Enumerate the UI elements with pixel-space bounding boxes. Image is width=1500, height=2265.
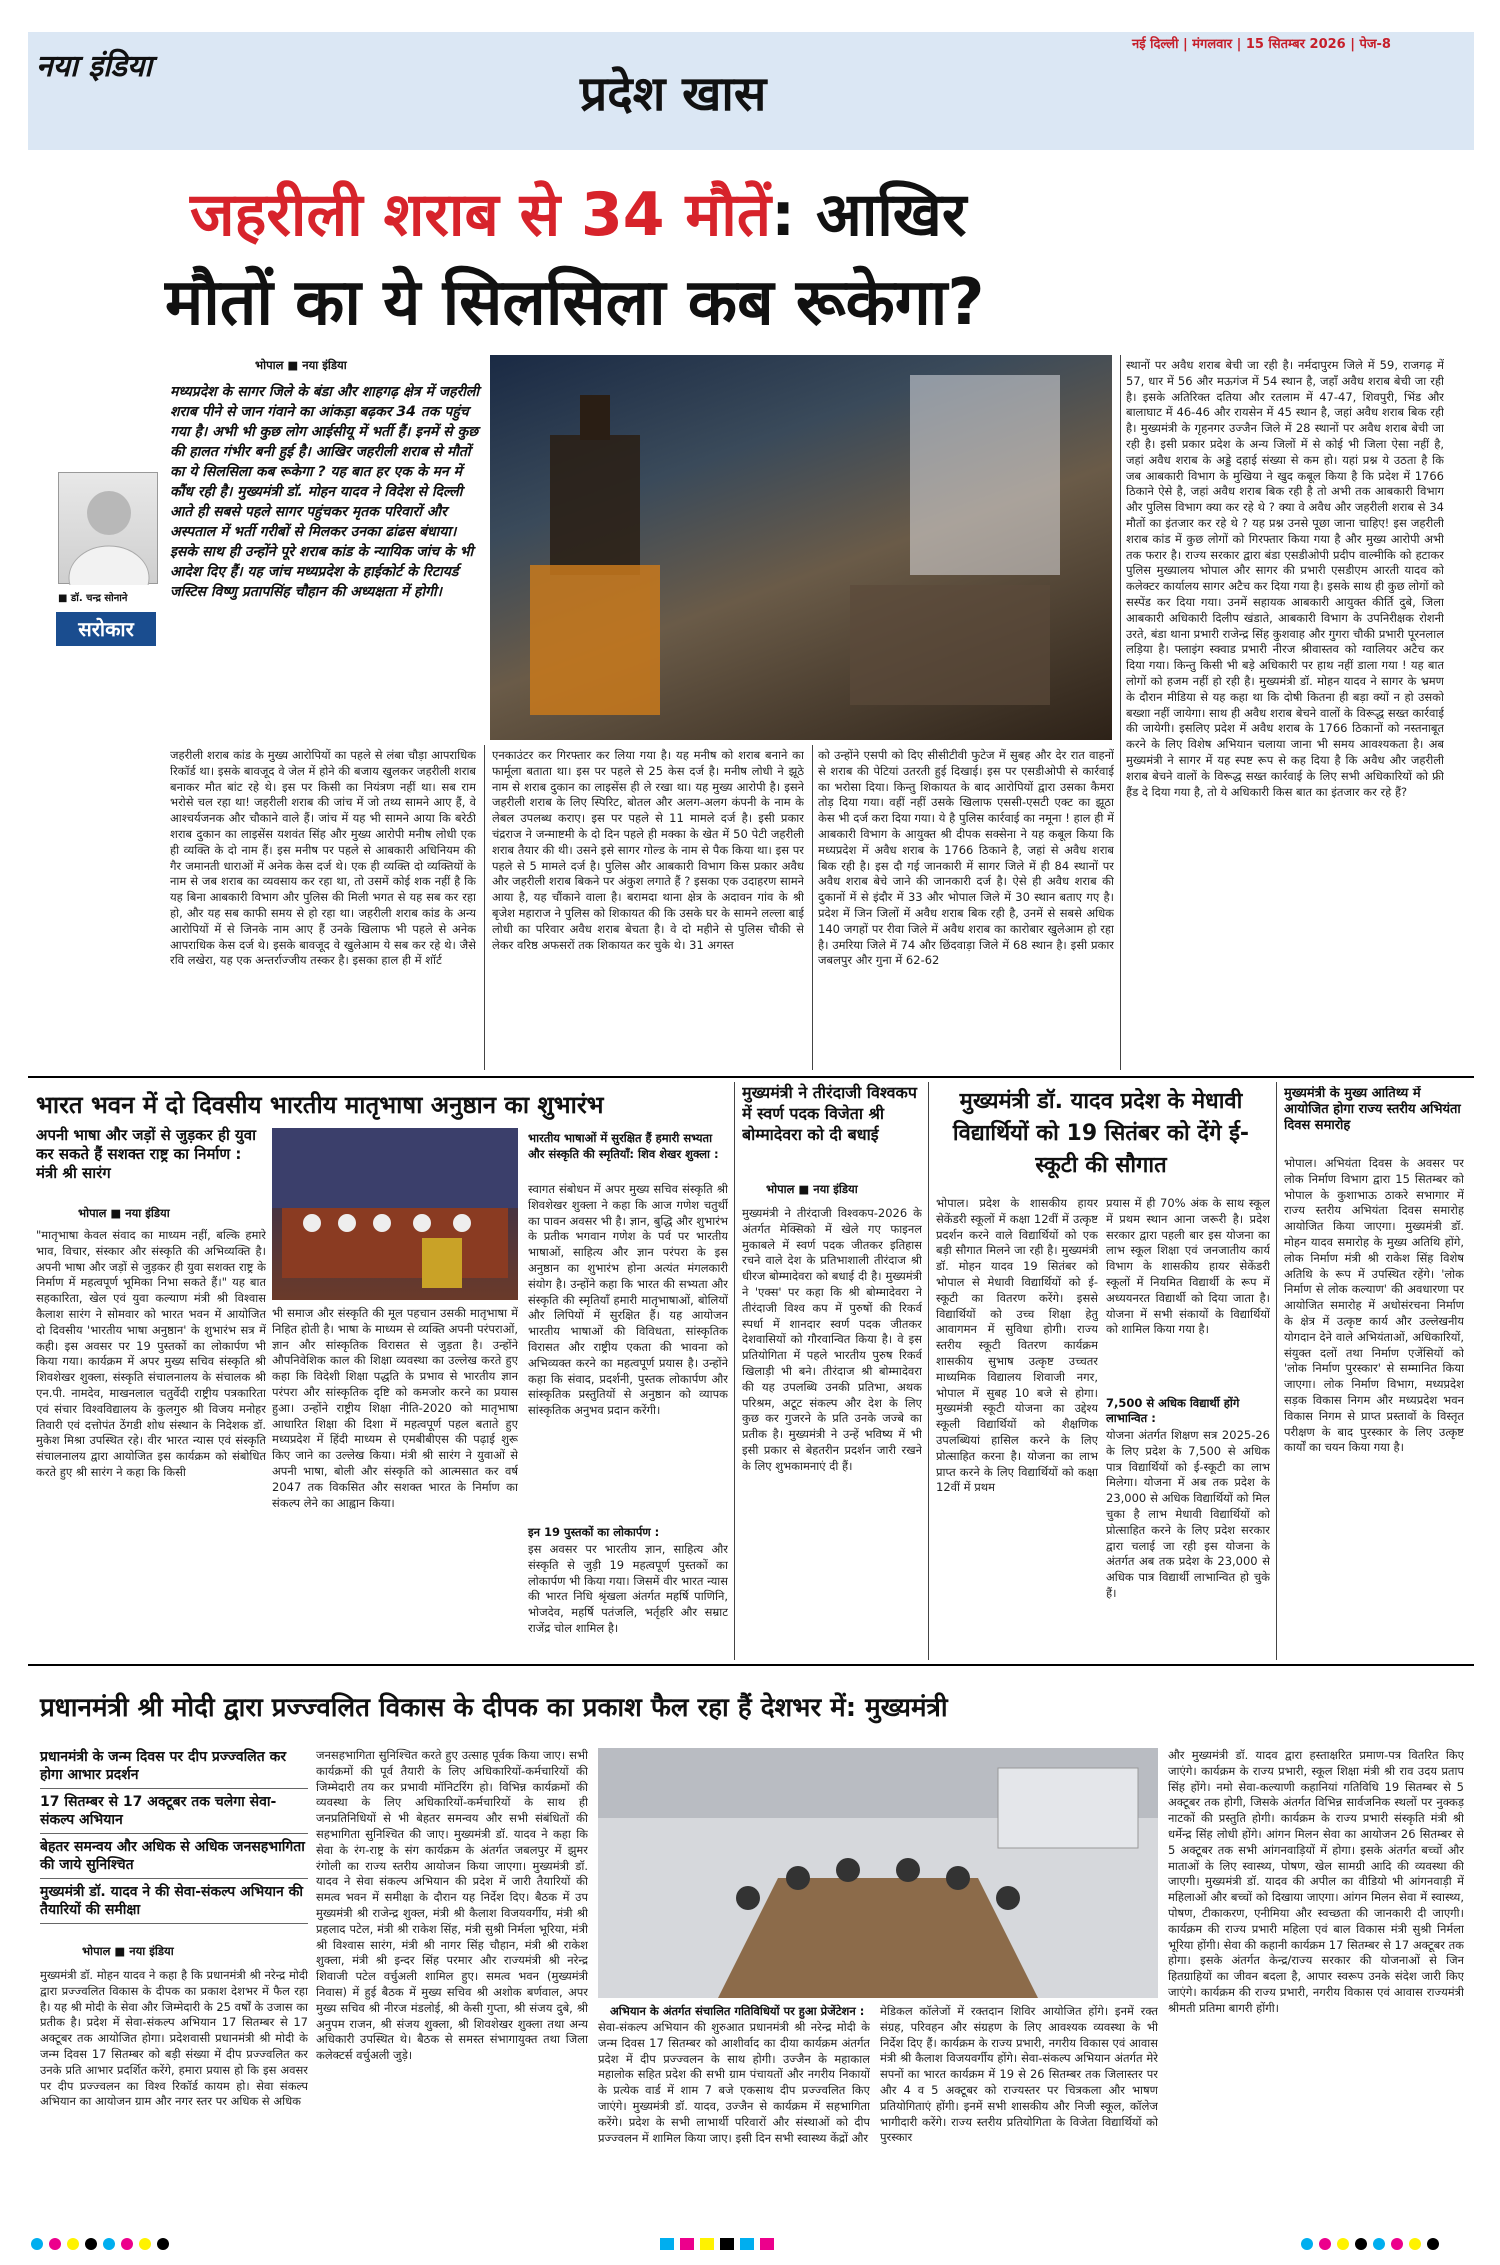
story2-col3-head2: इन 19 पुस्तकों का लोकार्पण :: [528, 1525, 660, 1539]
author-avatar-icon: [59, 473, 159, 585]
lead-body-col2: एनकाउंटर कर गिरफ्तार कर लिया गया है। यह मनीष को शराब बनाने का फार्मूला बताता था। इस पर पहले से 25 केस दर्ज है। मनीष लोधी ने झूठे नाम से शराब दुकान का लाइसेंस ही ले रखा था। यह मुख्य आरोपी है। इसने जहरीली शराब के लिए स्पिरिट, बोतल और अलग-अलग कंपनी के नाम के लेबल उपलब्ध कराए। इस पर पहले से 11 मामले दर्ज है। इसी प्रकार चंद्रराज ने जन्माष्टमी के दो दिन पहले ही मक्का के खेत में 50 पेटी जहरीली शराब तैयार की थी। उसने इसे सागर गोल्ड के नाम से पैक किया था। इस पर पहले से 5 मामले दर्ज है। पुलिस और आबकारी विभाग किस प्रकार अवैध और जहरीली शराब बिकने पर अंकुश लगाते हैं ? इसका एक उदाहरण सामने आया है, यह चौंकाने वाला है। बरामदा थाना क्षेत्र के अदावन गांव के श्री बृजेश महाराज ने पुलिस को शिकायत की कि उसके घर के सामने लल्ला बाई लोधी का परिवार अवैध शराब बेचता है। वे दो महीने से पुलिस चौकी से लेकर वरिष्ठ अफसरों तक शिकायत कर चुके थे। 31 अगस्त: [492, 748, 804, 952]
lead-divider-2: [812, 745, 813, 1070]
dateline: नई दिल्ली | मंगलवार | 15 सितम्बर 2026 | पेज-8: [1132, 37, 1391, 52]
story6-photo-caption: अभियान के अंतर्गत संचालित गतिविधियों पर हुआ प्रेजेंटेशन :: [610, 2004, 865, 2018]
author-photo: [58, 472, 158, 584]
lead-divider-1: [484, 745, 485, 1070]
story2-photo: [272, 1128, 518, 1300]
lead-body-col3: को उन्होंने एसपी को दिए सीसीटीवी फुटेज में सुबह और देर रात वाहनों से शराब की पेटियां उतरती हुई दिखाई। इस पर एसडीओपी से कार्रवाई का भरोसा दिया। किन्तु शिकायत के बाद आरोपियों द्वारा उसका कैमरा तोड़ दिया गया। वहीं नहीं उसके खिलाफ एससी-एसटी एक्ट का झूठा केस भी दर्ज करा दिया गया। ये है पुलिस कार्रवाई का नमूना ! हाल ही में आबकारी विभाग के आयुक्त श्री दीपक सक्सेना ने यह कबूल किया कि मध्यप्रदेश में अवैध शराब के 1766 ठिकाने है, जहां से अवैध शराब बिक रही है। इस दौ गई जानकारी में सागर जिले में ही 84 स्थानों पर अवैध शराब बेचे जाने की जानकारी दर्ज है। ऐसे ही अवैध शराब की दुकानों में से इंदौर में 33 और भोपाल जिले में 30 स्थान बताए गए है। प्रदेश में जिन जिलों में अवैध शराब बिक रही है, उनमें से सबसे अधिक 140 जगहों पर रीवा जिले में अवैध शराब का कारोबार खुलेआम हो रहा है। उमरिया जिले में 74 और छिंदवाड़ा जिले में 68 स्थान है। इसी प्रकार जबलपुर और गुना में 62-62: [818, 748, 1114, 968]
story2-col3b: इस अवसर पर भारतीय ज्ञान, साहित्य और संस्कृति से जुड़ी 19 महत्वपूर्ण पुस्तकों का लोकार्पण भी किया गया। जिसमें वीर भारत न्यास की भारत निधि श्रृंखला अंतर्गत महर्षि पाणिनि, भोजदेव, महर्षि पतंजलि, भर्तृहरि और सम्राट राजेंद्र चोल शामिल है।: [528, 1542, 728, 1635]
story5-headline: मुख्यमंत्री के मुख्य आतिथ्य में आयोजित होगा राज्य स्तरीय अभियंता दिवस समारोह: [1284, 1086, 1461, 1133]
story6-col2: जनसहभागिता सुनिश्चित करते हुए उत्साह पूर्वक किया जाए। सभी कार्यक्रमों की पूर्व तैयारी के लिए अधिकारियों-कर्मचारियों की जिम्मेदारी तय कर प्रभावी मॉनिटरिंग हो। विभिन्न कार्यक्रमों की व्यवस्था के लिए अधिकारियों-कर्मचारियों के साथ ही जनप्रतिनिधियों से भी बेहतर समन्वय और सभी संबंधितों की सहभागिता सुनिश्चित की जाए। मुख्यमंत्री डॉ. यादव ने कहा कि सेवा के रंग-राष्ट्र के संग कार्यक्रम के अंतर्गत जबलपुर में झुमर रंगोली का राज्य स्तरीय आयोजन किया जाएगा। मुख्यमंत्री डॉ. यादव ने सेवा संकल्प अभियान की प्रदेश में जारी तैयारियों की समत्व भवन में समीक्षा के दौरान यह निर्देश दिए। बैठक में उप मुख्यमंत्री श्री राजेन्द्र शुक्ल, मंत्री श्री कैलाश विजयवर्गीय, मंत्री श्री प्रहलाद पटेल, मंत्री श्री राकेश सिंह, मंत्री सुश्री निर्मला भूरिया, मंत्री श्री विश्वास सारंग, मंत्री श्री नागर सिंह चौहान, मंत्री श्री राकेश शुक्ला, मंत्री श्री इन्दर सिंह परमार और राज्यमंत्री श्री नरेन्द्र शिवाजी पटेल वर्चुअली शामिल हुए। समत्व भवन (मुख्यमंत्री निवास) में हुई बैठक में मुख्य सचिव श्री अशोक बर्णवाल, अपर मुख्य सचिव श्री नीरज मंडलोई, श्री केसी गुप्ता, श्री संजय दुबे, श्री अनुपम राजन, श्री संजय शुक्ला, श्री शिवशेखर शुक्ला तथा अन्य अधिकारी उपस्थित थे। बैठक से समस्त संभागायुक्त तथा जिला कलेक्टर्स वर्चुअली जुड़े।: [316, 1748, 588, 2063]
column-tag: सरोकार: [56, 612, 156, 646]
story6-col4: मेडिकल कॉलेजों में रक्तदान शिविर आयोजित होंगे। इनमें रक्त संग्रह, परिवहन और संग्रहण के लिए आवश्यक व्यवस्था के भी निर्देश दिए हैं। कार्यक्रम के राज्य प्रभारी, नगरीय विकास एवं आवास मंत्री श्री कैलाश विजयवर्गीय होंगे। सेवा-संकल्प अभियान अंतर्गत मेरे सपनों का भारत कार्यक्रम में 19 से 26 सितम्बर तक जिलास्तर पर और 4 व 5 अक्टूबर को राज्यस्तर पर चित्रकला और भाषण प्रतियोगिताएं होंगी। इनमें सभी शासकीय और निजी स्कूल, कॉलेज भागीदारी करेंगे। राज्य स्तरीय प्रतियोगिता के विजेता विद्यार्थियों को पुरस्कार: [880, 2004, 1158, 2145]
story4-col2b: योजना अंतर्गत शिक्षण सत्र 2025-26 के लिए प्रदेश के 7,500 से अधिक पात्र विद्यार्थियों को ई-स्कूटी का लाभ मिलेगा। योजना में अब तक प्रदेश के 23,000 से अधिक विद्यार्थियों को मिल चुका है लाभ मेधावी विद्यार्थियों को प्रोत्साहित करने के लिए प्रदेश सरकार द्वारा चलाई जा रही इस योजना के अंतर्गत अब तक प्रदेश के 23,000 से अधिक पात्र विद्यार्थी लाभान्वित हो चुके हैं।: [1106, 1428, 1270, 1600]
story-divider-c: [1276, 1082, 1277, 1660]
story4-col2-head: 7,500 से अधिक विद्यार्थी होंगे लाभान्वित :: [1106, 1396, 1240, 1425]
brand-name: नया इंडिया: [36, 49, 152, 84]
liquor-bottle-icon: [490, 355, 1112, 740]
registration-marks-center: [660, 2236, 860, 2250]
story3-byline: भोपाल ■ नया इंडिया: [766, 1182, 858, 1196]
lead-divider-3: [1120, 355, 1121, 1070]
story3-headline: मुख्यमंत्री ने तीरंदाजी विश्वकप में स्वर्ण पदक विजेता श्री बोम्मादेवरा को दी बधाई: [742, 1083, 917, 1144]
story2-col3: स्वागत संबोधन में अपर मुख्य सचिव संस्कृति श्री शिवशेखर शुक्ला ने कहा कि आज गणेश चतुर्थी का पावन अवसर भी है। ज्ञान, बुद्धि और शुभारंभ के प्रतीक भगवान गणेश के पर्व पर भारतीय भाषाओं, साहित्य और ज्ञान परंपरा के इस अनुष्ठान का शुभारंभ होना अत्यंत मंगलकारी संयोग है। उन्होंने कहा कि भारत की सभ्यता और संस्कृति की स्मृतियाँ हमारी मातृभाषाओं, बोलियों और लिपियों में सुरक्षित हैं। यह आयोजन भारतीय भाषाओं की विविधता, सांस्कृतिक विरासत और राष्ट्रीय एकता की भावना को अभिव्यक्त करने का महत्वपूर्ण प्रयास है। उन्होंने कहा कि संवाद, प्रदर्शनी, पुस्तक लोकार्पण और सांस्कृतिक प्रस्तुतियों से अनुष्ठान को व्यापक सांस्कृतिक अनुभव प्रदान करेंगी।: [528, 1182, 728, 1418]
meeting-room-icon: [598, 1748, 1158, 1998]
story6-byline: भोपाल ■ नया इंडिया: [82, 1944, 174, 1958]
story6-bullet-3: बेहतर समन्वय और अधिक से अधिक जनसहभागिता की जाये सुनिश्चित: [40, 1834, 308, 1879]
lead-headline-line2: मौतों का ये सिलसिला कब रूकेगा?: [165, 266, 985, 340]
story6-bullet-2: 17 सितम्बर से 17 अक्टूबर तक चलेगा सेवा-संकल्प अभियान: [40, 1789, 308, 1834]
stage-event-icon: [272, 1128, 518, 1300]
story6-col1: मुख्यमंत्री डॉ. मोहन यादव ने कहा है कि प्रधानमंत्री श्री नरेन्द्र मोदी द्वारा प्रज्ज्वलित विकास के दीपक का प्रकाश देशभर में फैल रहा है। यह श्री मोदी के सेवा और जिम्मेदारी के 25 वर्षों के उजास का प्रतीक है। प्रदेश में सेवा-संकल्प अभियान 17 सितम्बर से 17 अक्टूबर तक आयोजित होगा। प्रदेशवासी प्रधानमंत्री श्री मोदी के जन्म दिवस 17 सितम्बर को बड़ी संख्या में दीप प्रज्ज्वलित कर उनके प्रति आभार प्रदर्शित करेंगे, हमारा प्रयास हो कि इस अवसर पर दीप प्रज्ज्वलन का विश्व रिकॉर्ड कायम हो। सेवा संकल्प अभियान का आयोजन ग्राम और नगर स्तर पर अधिक से अधिक: [40, 1968, 308, 2109]
story4-col2: प्रयास में ही 70% अंक के साथ स्कूल में प्रथम स्थान आना जरूरी है। प्रदेश सरकार द्वारा पहली बार इस योजना का लाभ स्कूल शिक्षा एवं जनजातीय कार्य विभाग के शासकीय हायर सेकेंडरी स्कूलों में नियमित विद्यार्थी के रूप में अध्ययनरत विद्यार्थी को दिया जाता है। योजना में सभी संकायों के विद्यार्थियों को शामिल किया गया है।: [1106, 1196, 1270, 1337]
story6-bullets: [40, 1744, 308, 1924]
story-divider-b: [928, 1082, 929, 1660]
story3-body: मुख्यमंत्री ने तीरंदाजी विश्वकप-2026 के अंतर्गत मेक्सिको में खेले गए फाइनल मुकाबले में स्वर्ण पदक जीतकर इतिहास रचने वाले देश के प्रतिभाशाली तीरंदाज श्री धीरज बोम्मादेवरा को बधाई दी है। मुख्यमंत्री ने 'एक्स' पर कहा कि श्री बोम्मादेवरा ने तीरंदाजी विश्व कप में पुरुषों की रिकर्व स्पर्धा में शानदार स्वर्ण पदक जीतकर देशवासियों को गौरवान्वित किया है। वे इस प्रतियोगिता में पहले भारतीय पुरुष रिकर्व खिलाड़ी भी बने। तीरंदाज श्री बोम्मादेवरा की यह उपलब्धि उनकी प्रतिभा, अथक परिश्रम, अटूट संकल्प और देश के लिए कुछ कर गुजरने के प्रति उनके जज्बे का प्रतीक है। मुख्यमंत्री ने उन्हें भविष्य में भी इसी प्रकार से बेहतरीन प्रदर्शन जारी रखने के लिए शुभकामनाएं दी हैं।: [742, 1206, 922, 1473]
story6-photo: [598, 1748, 1158, 1998]
story6-bullet-4: मुख्यमंत्री डॉ. यादव ने की सेवा-संकल्प अभियान की तैयारियों की समीक्षा: [40, 1879, 308, 1924]
lead-byline: भोपाल ■ नया इंडिया: [255, 358, 347, 372]
story2-col3-head: भारतीय भाषाओं में सुरक्षित हैं हमारी सभ्यता और संस्कृति की स्मृतियाँ: शिव शेखर शुक्ला :: [528, 1131, 719, 1161]
lead-headline-black: : आखिर: [771, 180, 967, 250]
story4-headline: मुख्यमंत्री डॉ. यादव प्रदेश के मेधावी विद्यार्थियों को 19 सितंबर को देंगे ई-स्कूटी की सौगात: [952, 1089, 1250, 1178]
story2-byline: भोपाल ■ नया इंडिया: [78, 1206, 170, 1220]
story5-body: भोपाल। अभियंता दिवस के अवसर पर लोक निर्माण विभाग द्वारा 15 सितम्बर को भोपाल के कुशाभाऊ ठाकरे सभागार में राज्य स्तरीय अभियंता दिवस समारोह आयोजित किया जाएगा। मुख्यमंत्री डॉ. मोहन यादव समारोह के मुख्य अतिथि होंगे, लोक निर्माण मंत्री श्री राकेश सिंह विशेष अतिथि के रूप में उपस्थित रहेंगे। 'लोक निर्माण से लोक कल्याण' की अवधारणा पर आयोजित समारोह में अधोसंरचना निर्माण के क्षेत्र में उत्कृष्ट कार्य और उल्लेखनीय योगदान देने वाले अभियंताओं, अधिकारियों, संयुक्त दलों तथा निर्माण एजेंसियों को 'लोक निर्माण पुरस्कार' से सम्मानित किया जाएगा। लोक निर्माण विभाग, मध्यप्रदेश सड़क विकास निगम और मध्यप्रदेश भवन विकास निगम से प्राप्त प्रस्तावों के विस्तृत परीक्षण के बाद पुरस्कार के लिए उत्कृष्ट कार्यों का चयन किया गया है।: [1284, 1156, 1464, 1455]
story6-bullet-1: प्रधानमंत्री के जन्म दिवस पर दीप प्रज्ज्वलित कर होगा आभार प्रदर्शन: [40, 1744, 308, 1789]
story4-col1: भोपाल। प्रदेश के शासकीय हायर सेकेंडरी स्कूलों में कक्षा 12वीं में उत्कृष्ट प्रदर्शन करने वाले विद्यार्थियों को एक बड़ी सौगात मिलने जा रही है। मुख्यमंत्री डॉ. मोहन यादव 19 सितंबर को भोपाल से मेधावी विद्यार्थियों को ई-स्कूटी का वितरण करेंगे। इससे विद्यार्थियों को उच्च शिक्षा हेतु आवागमन में सुविधा होगी। राज्य स्तरीय स्कूटी वितरण कार्यक्रम शासकीय सुभाष उत्कृष्ट उच्चतर माध्यमिक विद्यालय शिवाजी नगर, भोपाल में सुबह 10 बजे से होगा। मुख्यमंत्री स्कूटी योजना का उद्देश्य स्कूली विद्यार्थियों को शैक्षणिक उपलब्धियां हासिल करने के लिए प्रोत्साहित करना है। योजना का लाभ प्राप्त करने के लिए विद्यार्थियों को कक्षा 12वीं में प्रथम: [936, 1196, 1098, 1495]
story2-subhead: अपनी भाषा और जड़ों से जुड़कर ही युवा कर सकते हैं सशक्त राष्ट्र का निर्माण : मंत्री श्री सारंग: [36, 1126, 256, 1182]
author-caption: ■ डॉ. चन्द्र सोनाने: [58, 593, 128, 604]
story2-col1: "मातृभाषा केवल संवाद का माध्यम नहीं, बल्कि हमारे भाव, विचार, संस्कार और संस्कृति की अभिव्यक्ति है। अपनी भाषा और जड़ों से जुड़कर ही युवा सशक्त राष्ट्र के निर्माण में महत्वपूर्ण भूमिका निभा सकते हैं।" यह बात सहकारिता, खेल एवं युवा कल्याण मंत्री श्री विश्वास कैलाश सारंग ने सोमवार को भारत भवन में आयोजित दो दिवसीय 'भारतीय भाषा अनुष्ठान' के शुभारंभ सत्र में कही। इस अवसर पर 19 पुस्तकों का लोकार्पण भी किया गया। कार्यक्रम में अपर मुख्य सचिव संस्कृति श्री शिवशेखर शुक्ला, संस्कृति संचालनालय के संचालक श्री एन.पी. नामदेव, माखनलाल चतुर्वेदी राष्ट्रीय पत्रकारिता एवं संचार विश्वविद्यालय के कुलगुरु श्री विजय मनोहर तिवारी एवं दत्तोपंत ठेंगडी शोध संस्थान के निदेशक डॉ. मुकेश मिश्रा उपस्थित रहे। वीर भारत न्यास एवं संस्कृति संचालनालय द्वारा आयोजित इस कार्यक्रम को संबोधित करते हुए श्री सारंग ने कहा कि किसी: [36, 1228, 266, 1479]
registration-marks-right: [1300, 2236, 1470, 2250]
lead-headline: [190, 178, 966, 252]
story6-col5: और मुख्यमंत्री डॉ. यादव द्वारा हस्ताक्षरित प्रमाण-पत्र वितरित किए जाएंगे। कार्यक्रम के राज्य प्रभारी, स्कूल शिक्षा मंत्री श्री राव उदय प्रताप सिंह होंगे। नमो सेवा-कल्याणी कहानियां गतिविधि 19 सितम्बर से 5 अक्टूबर तक होगी, जिसके अंतर्गत विभिन्न सार्वजनिक स्थलों पर नुक्कड़ नाटकों की प्रस्तुति होगी। कार्यक्रम के राज्य प्रभारी संस्कृति मंत्री श्री धर्मेन्द्र सिंह लोधी होंगे। आंगन मिलन सेवा का आयोजन 26 सितम्बर से 5 अक्टूबर तक सभी आंगनवाड़ियों में होगा। इसके अंतर्गत बच्चों और माताओं के लिए स्वास्थ्य, पोषण, खेल सामग्री आदि की व्यवस्था की जाएगी। मुख्यमंत्री डॉ. यादव की अपील का वीडियो भी आंगनवाड़ी में महिलाओं और बच्चों को दिखाया जाएगा। आंगन मिलन सेवा में स्वास्थ्य, पोषण, टीकाकरण, एनीमिया और स्वच्छता की जानकारी दी जाएगी। कार्यक्रम की राज्य प्रभारी महिला एवं बाल विकास मंत्री सुश्री निर्मला भूरिया होंगी। सेवा की कहानी कार्यक्रम 17 सितम्बर से 17 अक्टूबर तक होगा। इसके अंतर्गत केन्द्र/राज्य सरकार की योजनाओं से जिन हितग्राहियों का जीवन बदला है, आपार स्वरूप उनके संदेश जारी किए जाएंगे। कार्यक्रम की राज्य प्रभारी, नगरीय विकास एवं आवास राज्यमंत्री श्रीमती प्रतिमा बागरी होंगी।: [1168, 1748, 1464, 2015]
lead-photo: [490, 355, 1112, 740]
lead-body-col1: जहरीली शराब कांड के मुख्य आरोपियों का पहले से लंबा चौड़ा आपराधिक रिकॉर्ड था। इसके बावजूद वे जेल में होने की बजाय खुलकर जहरीली शराब बनाकर मौत बांट रहे थे। इस पर किसी का नियंत्रण नहीं था। सब राम भरोसे चल रहा था! जहरीली शराब की जांच में जो तथ्य सामने आए हैं, वे आश्चर्यजनक और चौकाने वाले हैं। जांच में यह भी सामने आया कि बरेठी शराब दुकान का लाइसेंस यशवंत सिंह और मुख्य आरोपी मनीष लोधी एक ही व्यक्ति के दो नाम हैं। इस मनीष पर पहले से आबकारी अधिनियम की गैर जमानती धाराओं में अनेक केस दर्ज थे। एक ही व्यक्ति दो व्यक्तियों के नाम से जब शराब का व्यवसाय कर रहा था, तो उसमें कोई शक नहीं है कि यह बिना आबकारी विभाग और पुलिस की मिली भगत से यह सब कर रहा हो, और यह सब काफी समय से हो रहा था। जहरीली शराब कांड के अन्य आरोपियों में से जिनके नाम आए हैं उनके खिलाफ भी पहले से अनेक आपराधिक केस दर्ज थे। इसके बावजूद वे खुलेआम ये सब कर रहे थे। जैसे रवि लखेरा, यह एक अन्तर्राज्जीय तस्कर है। इसका हाल ही में शॉर्ट: [170, 748, 476, 968]
registration-marks-left: [30, 2236, 230, 2250]
section-divider-1: [28, 1076, 1474, 1078]
story6-col3: सेवा-संकल्प अभियान की शुरुआत प्रधानमंत्री श्री नरेन्द्र मोदी के जन्म दिवस 17 सितम्बर को आशीर्वाद का दीया कार्यक्रम अंतर्गत प्रदेश में दीप प्रज्ज्वलन के साथ होगी। उज्जैन के महाकाल महालोक सहित प्रदेश की सभी ग्राम पंचायतों और नगरीय निकायों के प्रत्येक वार्ड में शाम 7 बजे एकसाथ दीप प्रज्ज्वलित किए जाएंगे। मुख्यमंत्री डॉ. यादव, उज्जैन से कार्यक्रम में सहभागिता करेंगे। प्रदेश के सभी लाभार्थी परिवारों और संस्थाओं को दीप प्रज्ज्वलन में शामिल किया जाए। इसी दिन सभी स्वास्थ्य केंद्रों और: [598, 2020, 870, 2145]
story2-col2: भी समाज और संस्कृति की मूल पहचान उसकी मातृभाषा में निहित होती है। भाषा के माध्यम से व्यक्ति अपनी परंपराओं, ज्ञान और सांस्कृतिक विरासत से जुड़ता है। उन्होंने औपनिवेशिक काल की शिक्षा व्यवस्था का उल्लेख करते हुए कहा कि विदेशी शिक्षा पद्धति के प्रभाव से भारतीय ज्ञान परंपरा और सांस्कृतिक दृष्टि को कमजोर करने का प्रयास हुआ। उन्होंने राष्ट्रीय शिक्षा नीति-2020 को मातृभाषा आधारित शिक्षा की दिशा में महत्वपूर्ण पहल बताते हुए मध्यप्रदेश में हिंदी माध्यम से एमबीबीएस की पढ़ाई शुरू किए जाने का उल्लेख किया। मंत्री श्री सारंग ने युवाओं से अपनी भाषा, बोली और संस्कृति को आत्मसात कर वर्ष 2047 तक विकसित और सशक्त भारत के निर्माण का संकल्प लेने का आह्वान किया।: [272, 1306, 518, 1510]
story6-headline: प्रधानमंत्री श्री मोदी द्वारा प्रज्ज्वलित विकास के दीपक का प्रकाश फैल रहा हैं देशभर में: मुख्यमंत्री: [40, 1693, 948, 1723]
lead-headline-red: जहरीली शराब से 34 मौतें: [190, 180, 772, 250]
section-title: प्रदेश खास: [580, 66, 767, 122]
section-divider-2: [28, 1664, 1474, 1666]
lead-intro: मध्यप्रदेश के सागर जिले के बंडा और शाहगढ़ क्षेत्र में जहरीली शराब पीने से जान गंवाने का आंकड़ा बढ़कर 34 तक पहुंच गया है। अभी भी कुछ लोग आईसीयू में भर्ती हैं। इनमें से कुछ की हालत गंभीर बनी हुई है। आखिर जहरीली शराब से मौतों का ये सिलसिला कब रूकेगा ? यह बात हर एक के मन में कौंध रही है। मुख्यमंत्री डॉ. मोहन यादव ने विदेश से दिल्ली आते ही सबसे पहले सागर पहुंचकर मृतक परिवारों और अस्पताल में भर्ती गरीबों से मिलकर उनका ढांढस बंधाया। इसके साथ ही उन्होंने पूरे शराब कांड के न्यायिक जांच के भी आदेश दिए हैं। यह जांच मध्यप्रदेश के हाईकोर्ट के रिटायर्ड जस्टिस विष्णु प्रतापसिंह चौहान की अध्यक्षता में होगी।: [170, 384, 480, 600]
lead-body-right: स्थानों पर अवैध शराब बेची जा रही है। नर्मदापुरम जिले में 59, राजगढ़ में 57, धार में 56 और मऊगंज में 54 स्थान है, जहाँ अवैध शराब बेची जा रही है। इसके अतिरिक्त दतिया और रतलाम में 47-47, शिवपुरी, भिंड और बालाघाट में 46-46 और रायसेन में 45 स्थान है, जहां अवैध शराब बिक रही है। मुख्यमंत्री के गृहनगर उज्जैन जिले में 28 स्थानों पर अवैध शराब बेची जा रही है। इसी प्रकार प्रदेश के अन्य जिलों में से कोई भी जिला ऐसा नहीं है, जहां अवैध शराब के अड्डे दहाई संख्या से कम हो। यहां प्रश्न ये उठता है कि जब आबकारी विभाग के मुखिया ने खुद कबूल किया है कि प्रदेश में 1766 ठिकाने ऐसे है, जहां अवैध शराब बिक रही है तो अभी तक आबकारी विभाग और पुलिस विभाग क्या कर रहे थे ? क्या वे अवैध और जहरीली शराब से 34 मौतों का इंतजार कर रहे थे ? यह प्रश्न उनसे पूछा जाना चाहिए! इस जहरीली शराब कांड में कुछ लोगों को गिरफ्तार किया गया है और मुख्य आरोपी अभी तक फरार है। राज्य सरकार द्वारा बंडा एसडीओपी प्रदीप वाल्मीकि को हटाकर पुलिस मुख्यालय भोपाल और सागर की प्रभारी एसडीएम आरती यादव को कलेक्टर कार्यालय सागर अटैच कर दिया गया है। इसके साथ ही कुछ लोगों को सस्पेंड कर दिया गया। उनमें सहायक आबकारी आयुक्त कीर्ति दुबे, जिला आबकारी अधिकारी दिलीप खंडाते, आबकारी विभाग के उपनिरीक्षक रोशनी उरते, बंडा थाना प्रभारी राजेन्द्र सिंह कुशवाह और गुगरा चौकी प्रभारी पूरनलाल लड़िया है। फ्लाइंग स्क्वाड प्रभारी नीरज श्रीवास्तव को ग्वालियर अटैच कर दिया गया। किन्तु किसी भी बड़े अधिकारी पर हाथ नहीं डाला गया ! यह बात लोगों को हजम नहीं हो रही है। मुख्यमंत्री डॉ. मोहन यादव ने सागर के भ्रमण के दौरान मीडिया से यह कहा था कि दोषी कितना ही बड़ा क्यों न हो उसको बख्शा नहीं जायेगा। साथ ही अवैध शराब बेचने वालों के विरूद्ध सख्त कार्रवाई की जायेगी। इसलिए प्रदेश में अवैध शराब के 1766 ठिकानों को नस्तनाबूत करने के लिए विशेष अभियान चलाया जाना भी समय आवश्यकता है। अब मुख्यमंत्री ने सागर में यह स्पष्ट रूप से कह दिया है कि अवैध और जहरीली शराब बेचने वालों के विरूद्ध सख्त कार्रवाई के लिए सभी अधिकारियों को फ्री हैंड दे दिया गया है, तो ये अधिकारी किस बात का इंतजार कर रहे हैं?: [1126, 358, 1444, 799]
story2-headline: भारत भवन में दो दिवसीय भारतीय मातृभाषा अनुष्ठान का शुभारंभ: [36, 1091, 604, 1119]
story-divider-a: [734, 1082, 735, 1660]
